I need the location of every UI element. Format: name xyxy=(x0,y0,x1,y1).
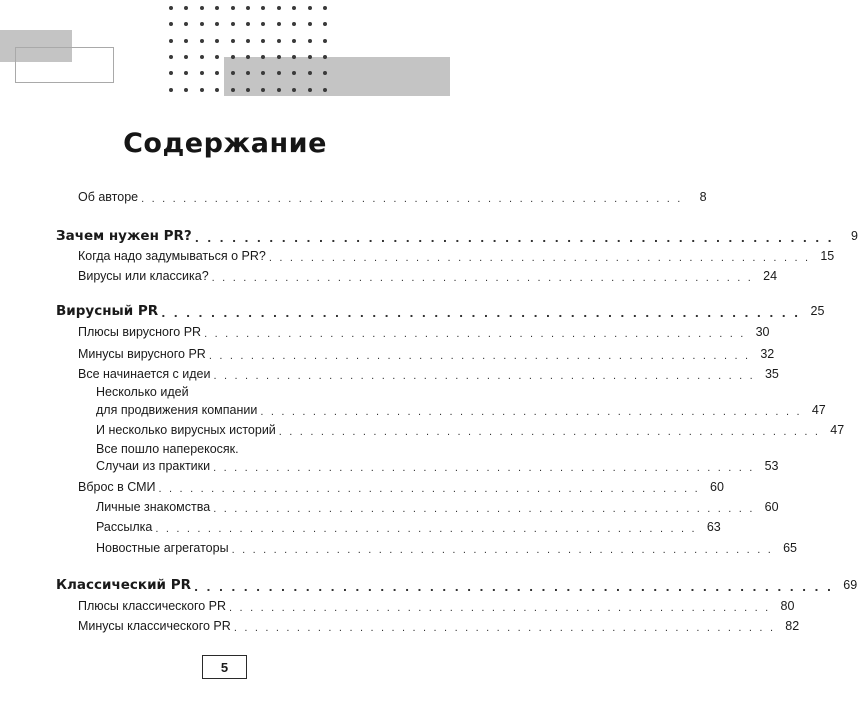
toc-entry-page: 65 xyxy=(783,541,797,555)
toc-entry-label: Случаи из практики xyxy=(96,459,211,473)
toc-chapter-label: Вирусный PR xyxy=(56,303,159,319)
toc-entry-label: для продвижения компании xyxy=(96,403,258,417)
toc-entry-page: 15 xyxy=(820,249,835,263)
toc-leader-dots: . . . . . . . . . . . . . . . . . . . . . . . . . . . . . . . . . . . . . . . . . . . . . . . . . . . . xyxy=(213,503,755,515)
toc-leader-dots: . . . . . . . . . . . . . . . . . . . . . . . . . . . . . . . . . . . . . . . . . . . . . . . . . . . . xyxy=(208,350,751,362)
toc-leader-dots: . . . . . . . . . . . . . . . . . . . . . . . . . . . . . . . . . . . . . . . . . . . . . . . . . . . . xyxy=(155,523,697,535)
toc-leader-dots: . . . . . . . . . . . . . . . . . . . . . . . . . . . . . . . . . . . . . . . . . . . . . . . . . . . . xyxy=(194,581,834,594)
toc-entry-page: 30 xyxy=(755,325,770,339)
toc-chapter-page: 25 xyxy=(810,304,825,318)
toc-entry-page: 8 xyxy=(699,190,707,204)
toc-entry[interactable] xyxy=(78,366,779,383)
toc-entry-page: 32 xyxy=(760,347,775,361)
toc-leader-dots: . . . . . . . . . . . . . . . . . . . . . . . . . . . . . . . . . . . . . . . . . . . . . . . . . . . . xyxy=(204,328,746,340)
toc-leader-dots: . . . . . . . . . . . . . . . . . . . . . . . . . . . . . . . . . . . . . . . . . . . . . . . . . . . . xyxy=(213,462,755,474)
toc-entry-page: 80 xyxy=(780,599,795,613)
toc-entry-label: Плюсы вирусного PR xyxy=(78,325,202,339)
toc-entry[interactable] xyxy=(78,189,707,206)
toc-entry-label: Вирусы или классика? xyxy=(78,269,209,283)
toc-leader-dots: . . . . . . . . . . . . . . . . . . . . . . . . . . . . . . . . . . . . . . . . . . . . . . . . . . . . xyxy=(260,406,802,418)
toc-entry-page: 63 xyxy=(706,520,721,534)
toc-entry-label: И несколько вирусных историй xyxy=(96,423,276,437)
toc-leader-dots: . . . . . . . . . . . . . . . . . . . . . . . . . . . . . . . . . . . . . . . . . . . . . . . . . . . . xyxy=(231,544,773,556)
toc-entry[interactable] xyxy=(78,324,770,341)
toc-entry[interactable] xyxy=(78,598,795,615)
toc-leader-dots: . . . . . . . . . . . . . . . . . . . . . . . . . . . . . . . . . . . . . . . . . . . . . . . . . . . . xyxy=(194,232,834,245)
toc-entry-page: 47 xyxy=(830,423,845,437)
toc-chapter[interactable] xyxy=(56,576,858,595)
toc-entry-label: Рассылка xyxy=(96,520,153,534)
page-number: 5 xyxy=(202,655,247,679)
toc-entry[interactable] xyxy=(78,248,835,265)
toc-entry-label: Плюсы классического PR xyxy=(78,599,227,613)
toc-chapter[interactable] xyxy=(56,302,825,321)
toc-subentry[interactable] xyxy=(96,422,845,439)
toc-entry-page: 47 xyxy=(811,403,826,417)
toc-entry-page: 53 xyxy=(764,459,779,473)
toc-entry[interactable] xyxy=(78,346,775,363)
toc-subentry[interactable] xyxy=(96,519,721,536)
toc-entry-first-line: Все пошло наперекосяк. xyxy=(96,442,239,456)
toc-subentry[interactable] xyxy=(96,458,779,475)
toc-subentry[interactable] xyxy=(96,540,797,557)
toc-leader-dots: . . . . . . . . . . . . . . . . . . . . . . . . . . . . . . . . . . . . . . . . . . . . . . . . . . . . xyxy=(213,370,755,382)
toc-subentry[interactable] xyxy=(96,499,779,516)
toc-leader-dots: . . . . . . . . . . . . . . . . . . . . . . . . . . . . . . . . . . . . . . . . . . . . . . . . . . . . xyxy=(158,483,700,495)
toc-leader-dots: . . . . . . . . . . . . . . . . . . . . . . . . . . . . . . . . . . . . . . . . . . . . . . . . . . . . xyxy=(278,426,821,438)
toc-entry-label: Минусы вирусного PR xyxy=(78,347,206,361)
toc-entry-page: 35 xyxy=(764,367,779,381)
toc-entry-label: Личные знакомства xyxy=(96,500,211,514)
toc-entry-label: Об авторе xyxy=(78,190,139,204)
toc-leader-dots: . . . . . . . . . . . . . . . . . . . . . . . . . . . . . . . . . . . . . . . . . . . . . . . . . . . . xyxy=(211,272,754,284)
toc-subentry[interactable] xyxy=(96,402,826,419)
toc-chapter-label: Зачем нужен PR? xyxy=(56,228,192,244)
page-title: Содержание xyxy=(123,128,327,159)
toc-chapter-page: 69 xyxy=(843,578,858,592)
toc-chapter[interactable] xyxy=(56,227,858,246)
toc-entry-page: 60 xyxy=(710,480,724,494)
toc-entry-first-line: Несколько идей xyxy=(96,385,189,399)
toc-entry[interactable] xyxy=(78,479,724,496)
toc-leader-dots: . . . . . . . . . . . . . . . . . . . . . . . . . . . . . . . . . . . . . . . . . . . . . . . . . . . . xyxy=(141,193,683,205)
toc-entry-label: Минусы классического PR xyxy=(78,619,231,633)
toc-entry-label: Когда надо задумываться о PR? xyxy=(78,249,266,263)
toc-leader-dots: . . . . . . . . . . . . . . . . . . . . . . . . . . . . . . . . . . . . . . . . . . . . . . . . . . . . xyxy=(161,307,801,320)
toc-leader-dots: . . . . . . . . . . . . . . . . . . . . . . . . . . . . . . . . . . . . . . . . . . . . . . . . . . . . xyxy=(233,622,776,634)
toc-entry-label: Все начинается с идеи xyxy=(78,367,211,381)
toc-entry-page: 82 xyxy=(785,619,800,633)
toc-entry[interactable] xyxy=(78,268,778,285)
toc-chapter-label: Классический PR xyxy=(56,577,191,593)
toc-entry-label: Вброс в СМИ xyxy=(78,480,156,494)
toc-entry-label: Новостные агрегаторы xyxy=(96,541,229,555)
toc-chapter-page: 9 xyxy=(850,229,858,243)
toc-leader-dots: . . . . . . . . . . . . . . . . . . . . . . . . . . . . . . . . . . . . . . . . . . . . . . . . . . . . xyxy=(229,602,771,614)
toc-entry-page: 60 xyxy=(764,500,779,514)
toc-entry[interactable] xyxy=(78,618,800,635)
toc-entry-page: 24 xyxy=(763,269,778,283)
toc-leader-dots: . . . . . . . . . . . . . . . . . . . . . . . . . . . . . . . . . . . . . . . . . . . . . . . . . . . . xyxy=(268,252,811,264)
